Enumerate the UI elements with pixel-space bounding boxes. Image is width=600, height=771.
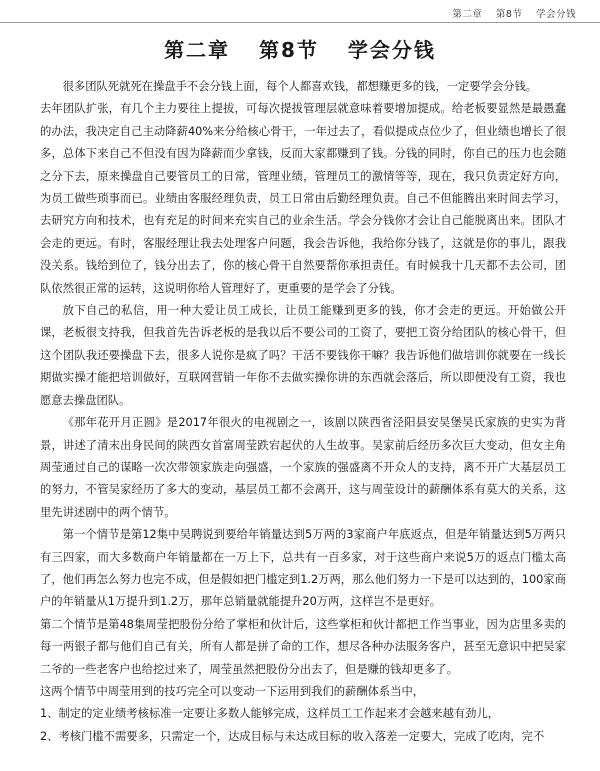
paragraph: 去年团队扩张，有几个主力要往上提拔，可每次提拔管理层就意味着要增加提成。给老板要显然是最愚蠢的办法，我决定自己主动降薪40%来分给核心骨干，一年过去了，看似提成点位少了，但业绩也增长了很多，总体下来自己不但没有因为降薪而少拿钱，反而大家都赚到了钱。分钱的同时，你自己的压力也会随之分下去，原来操盘自己要管员工的日常，管理业绩，管理员工的激情等等，现在，我只负责定好方向，为员工做些琐事而已。业绩由客服经理负责，员工日常由后勤经理负责。自己不但能腾出来时间去学习，去研究方向和技术，也有充足的时间来充实自己的业余生活。学会分钱你才会让自己能脱离出来。团队才会走的更远。有时，客服经理让我去处理客户问题，我会告诉他，我给你分钱了，这就是你的事儿，跟我没关系。钱给到位了，钱分出去了，你的核心骨干自然要帮你承担责任。有时候我十几天都不去公司，团队依然很正常的运转，这说明你给人管理好了，更重要的是学会了分钱。 [40, 102, 566, 295]
paragraph: 第一个情节是第12集中吴聘说到要给年销量达到5万两的3家商户年底返点，但是年销量达到5万两只有三四家，而大多数商户年销量都在一万上下，总共有一百多家，对于这些商户来说5万的返点门槛太高了，他们再怎么努力也完不成，但是假如把门槛定到1.2万两，那么他们努力一下是可以达到的，100家商户的年销量从1万提升到1.2万，那年总销量就能提升20万两，这样岂不是更好。 [40, 528, 566, 609]
paragraph: 第二个情节是第48集周莹把股份分给了掌柜和伙计后，这些掌柜和伙计都把工作当事业，因为店里多卖的每一两银子都与他们自己有关，所有人都是拼了命的工作，想尽各种办法服务客户，甚至无意识中把吴家二爷的一些老客户也给挖过来了，周莹虽然把股份分出去了，但是赚的钱却更多了。 [40, 617, 566, 676]
paragraph: 《那年花开月正圆》是2017年很火的电视剧之一，该剧以陕西省泾阳县安吴堡吴氏家族的史实为背景，讲述了清末出身民间的陕西女首富周莹跌宕起伏的人生故事。吴家前后经历多次巨大变动，但女主角周莹通过自己的谋略一次次带领家族走向强盛，一个家族的强盛离不开众人的支持，离不开广大基层员工的努力，不管吴家经历了多大的变动，基层员工都不会离开，这与周莹设计的薪酬体系有莫大的关系，这里先讲述剧中的两个情节。 [40, 416, 566, 519]
paragraph: 这两个情节中周莹用到的技巧完全可以变动一下运用到我们的薪酬体系当中， [40, 684, 425, 698]
header-section: 第8节 [495, 9, 523, 20]
paragraph: 很多团队死就死在操盘手不会分钱上面，每个人都喜欢钱，都想赚更多的钱，一定要学会分钱。 [62, 80, 538, 93]
list-item: 2、考核门槛不需要多，只需定一个，达成目标与未达成目标的收入落差一定要大，完成了吃肉，完不 [40, 729, 545, 743]
paragraph: 放下自己的私信，用一种大爱让员工成长，让员工能赚到更多的钱，你才会走的更远。开始做公开课，老板很支持我，但我首先告诉老板的是我以后不要公司的工资了，要把工资分给团队的核心骨干，但这个团队我还要操盘下去，很多人说你是疯了吗？干活不要钱你干嘛？我告诉他们做培训你就要在一线长期做实操才能把培训做好，互联网营销一年你不去做实操你讲的东西就会落后，所以即便没有工资，我也愿意去操盘团队。 [40, 304, 566, 407]
page-title [0, 34, 600, 63]
body-text [40, 76, 566, 748]
running-header [442, 6, 576, 20]
header-chapter: 第二章 [452, 9, 483, 20]
title-topic: 学会分钱 [347, 38, 436, 62]
header-divider [0, 22, 600, 23]
list-item: 1、制定的定业绩考核标准一定要让多数人能够完成，这样员工工作起来才会越来越有劲儿， [40, 707, 500, 721]
title-chapter: 第二章 [164, 38, 231, 62]
title-section: 第8节 [259, 38, 319, 62]
header-topic: 学会分钱 [535, 9, 576, 20]
